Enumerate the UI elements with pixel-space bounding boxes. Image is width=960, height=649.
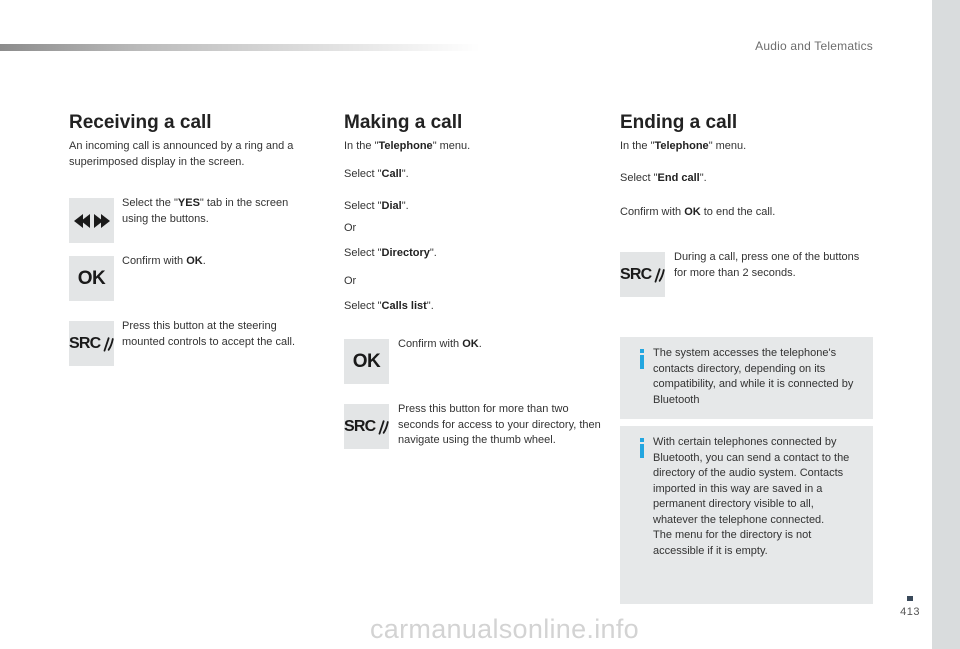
info-icon — [634, 349, 650, 369]
info-text-contacts: With certain telephones connected by Bluetooth, you can send a contact to the directory of the audio system. Contacts imported in this way are saved in a permanent directory visible to all, whatever the telephone connected. The menu for the directory is not accessible if it is empty. — [653, 436, 850, 557]
ok-button-tile-2 — [344, 339, 389, 384]
making-confirm-ok: Confirm with OK. — [398, 338, 482, 350]
step-press-accept: Press this button at the steering mounted controls to accept the call. — [122, 320, 296, 348]
making-menu-text: In the "Telephone" menu. — [344, 140, 471, 152]
info-text-directory: The system accesses the telephone's contacts directory, depending on its compatibility, and while it is connected by Bluetooth — [653, 347, 854, 406]
page-number: 413 — [900, 606, 920, 618]
phone-slash-icon — [102, 335, 114, 353]
src-button-label: SRC — [69, 334, 101, 352]
src-button-tile-2 — [344, 404, 389, 449]
step-select-yes: Select the "YES" tab in the screen using the buttons. — [122, 197, 289, 225]
step-confirm-ok: Confirm with OK. — [122, 255, 206, 267]
ending-call-title: Ending a call — [620, 112, 738, 133]
select-dial-text: Select "Dial". — [344, 200, 409, 212]
making-press-directory: Press this button for more than two seconds for access to your directory, then navigate using the thumb wheel. — [398, 403, 601, 446]
src-button-label: SRC — [620, 265, 652, 283]
src-button-label: SRC — [344, 417, 376, 435]
info-box-directory — [620, 337, 873, 419]
phone-slash-icon — [653, 266, 665, 284]
arrows-icon — [72, 212, 112, 230]
ok-button-tile — [69, 256, 114, 301]
header-gradient-bar — [0, 44, 480, 51]
select-end-call-text: Select "End call". — [620, 172, 707, 184]
page-edge-strip — [932, 0, 960, 649]
select-directory-text: Select "Directory". — [344, 247, 437, 259]
src-button-tile — [69, 321, 114, 366]
receiving-call-title: Receiving a call — [69, 112, 212, 133]
watermark-text: carmanualsonline.info — [370, 614, 639, 644]
select-call-text: Select "Call". — [344, 168, 409, 180]
next-page-marker — [907, 596, 913, 601]
info-box-contacts — [620, 426, 873, 604]
ok-button-icon: OK — [352, 350, 381, 372]
ok-button-icon: OK — [77, 267, 106, 289]
or-text-1: Or — [344, 222, 357, 234]
info-icon — [634, 438, 650, 458]
phone-slash-icon — [377, 418, 389, 436]
receiving-call-intro: An incoming call is announced by a ring and a superimposed display in the screen. — [69, 140, 294, 168]
arrow-buttons-tile — [69, 198, 114, 243]
or-text-2: Or — [344, 275, 357, 287]
section-title: Audio and Telematics — [755, 39, 873, 53]
src-button-tile-3 — [620, 252, 665, 297]
making-call-title: Making a call — [344, 112, 463, 133]
select-calls-list-text: Select "Calls list". — [344, 300, 434, 312]
ending-during-call: During a call, press one of the buttons for more than 2 seconds. — [674, 251, 860, 279]
ending-confirm-ok: Confirm with OK to end the call. — [620, 206, 776, 218]
ending-menu-text: In the "Telephone" menu. — [620, 140, 747, 152]
